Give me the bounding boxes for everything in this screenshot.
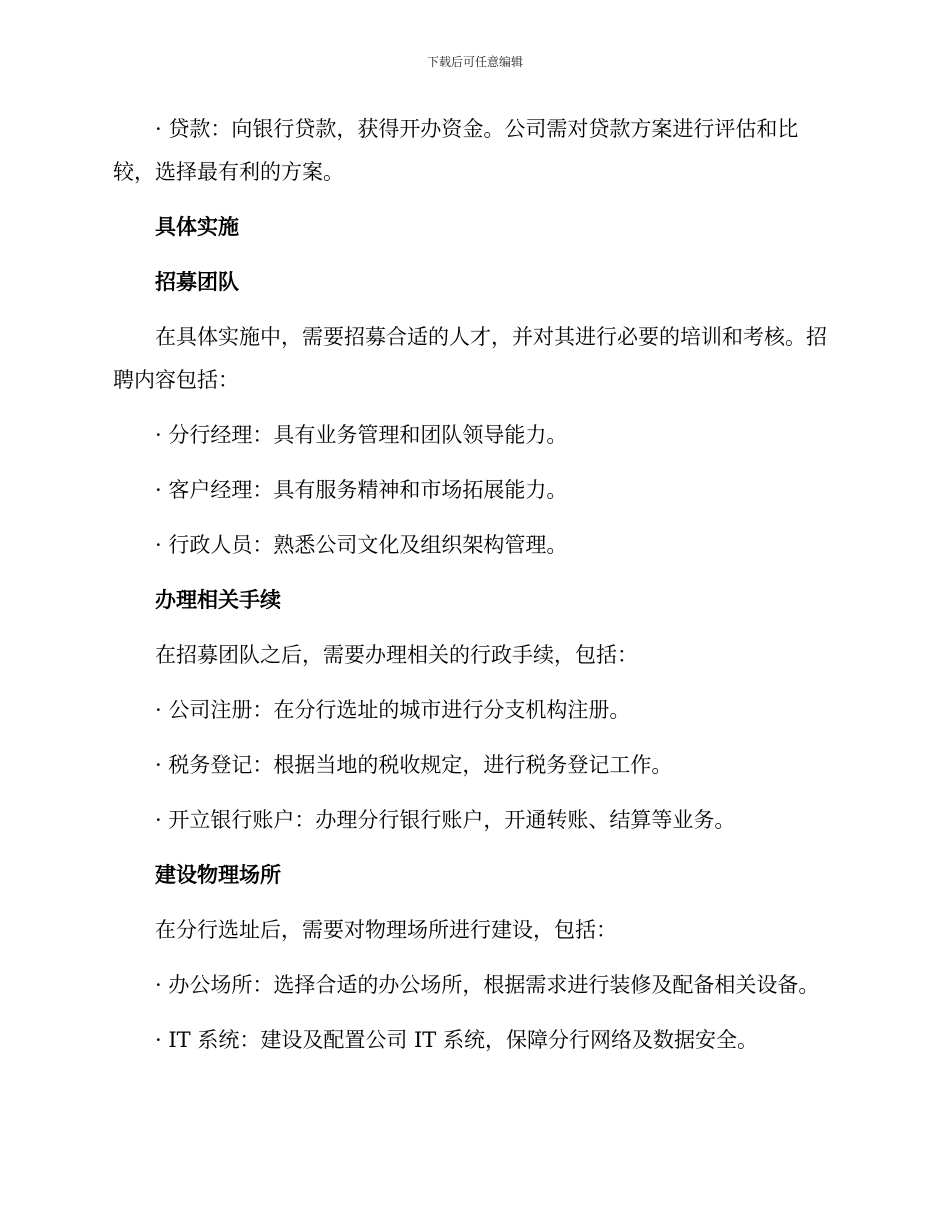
page-header-note: 下载后可任意编辑 (426, 55, 523, 69)
heading-recruit-team: 招募团队 (155, 270, 239, 294)
company-registration-bullet: · 公司注册：在分行选址的城市进行分支机构注册。 (155, 698, 631, 722)
bank-account-bullet: · 开立银行账户：办理分行银行账户，开通转账、结算等业务。 (155, 808, 736, 832)
it-system-bullet: · IT 系统：建设及配置公司 IT 系统，保障分行网络及数据安全。 (155, 1028, 758, 1052)
office-bullet: · 办公场所：选择合适的办公场所，根据需求进行装修及配备相关设备。 (155, 973, 820, 997)
tax-registration-bullet: · 税务登记：根据当地的税收规定，进行税务登记工作。 (155, 753, 673, 777)
document-body (113, 108, 837, 1074)
procedures-intro: 在招募团队之后，需要办理相关的行政手续，包括： (155, 643, 638, 667)
loan-bullet: · 贷款：向银行贷款，获得开办资金。公司需对贷款方案进行评估和比较，选择最有利的方案。 (113, 117, 799, 184)
branch-manager-bullet: · 分行经理：具有业务管理和团队领导能力。 (155, 423, 568, 447)
account-manager-bullet: · 客户经理：具有服务精神和市场拓展能力。 (155, 478, 568, 502)
site-intro: 在分行选址后，需要对物理场所进行建设，包括： (155, 918, 617, 942)
recruit-intro: 在具体实施中，需要招募合适的人才，并对其进行必要的培训和考核。招聘内容包括： (113, 325, 827, 392)
heading-physical-site: 建设物理场所 (155, 863, 281, 887)
heading-procedures: 办理相关手续 (155, 588, 281, 612)
admin-staff-bullet: · 行政人员：熟悉公司文化及组织架构管理。 (155, 533, 568, 557)
heading-implementation: 具体实施 (155, 215, 239, 239)
